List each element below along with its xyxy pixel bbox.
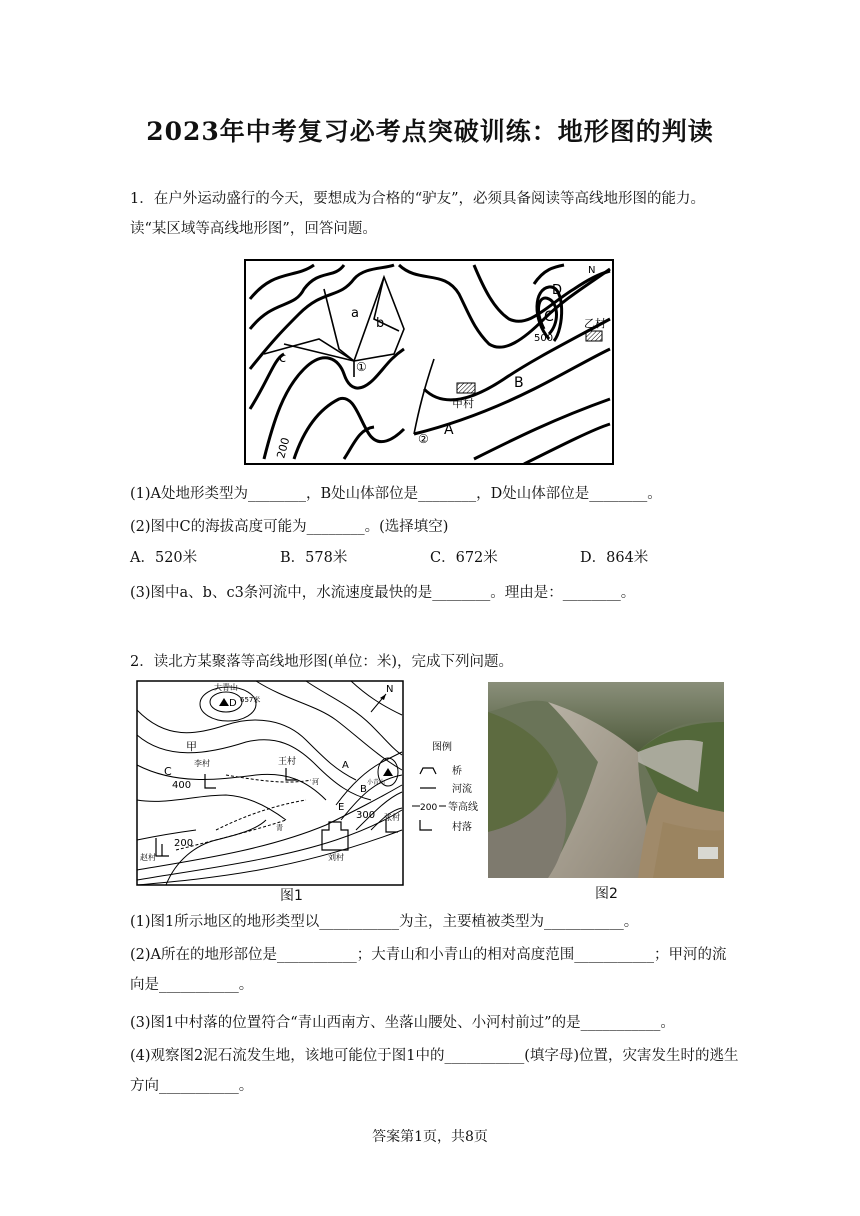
- q1-river-c-label: c: [279, 351, 287, 366]
- q1-option-c: C．672米: [430, 550, 498, 566]
- page-footer: 答案第1页，共8页: [372, 1129, 488, 1145]
- q2-b-label: B: [360, 784, 367, 795]
- legend-title: 图例: [432, 742, 452, 753]
- q2-zhang-label: 张村: [384, 813, 400, 822]
- legend-bridge: 桥: [452, 766, 462, 777]
- q2-200-label: 200: [174, 838, 194, 849]
- q1-option-a: A．520米: [130, 550, 198, 566]
- q2-fig2-debris-flow-photo: [488, 682, 724, 878]
- q2-e-label: E: [338, 802, 345, 813]
- q2-a-label: A: [342, 760, 349, 771]
- q2-zhao-label: 赵村: [140, 853, 156, 862]
- q1-north-label: N: [588, 265, 596, 276]
- q2-peak-d-label: D: [229, 698, 237, 709]
- q2-657-label: 657米: [240, 696, 261, 704]
- page-title: 2023年中考复习必考点突破训练：地形图的判读: [146, 117, 714, 146]
- legend-village: 村落: [452, 822, 472, 833]
- q2-400-label: 400: [172, 780, 192, 791]
- legend-contour: 等高线: [448, 802, 478, 813]
- q1-500-label: 500: [534, 333, 554, 344]
- q1-river-b-label: b: [376, 316, 385, 331]
- q2-jia-label: 甲: [186, 740, 197, 753]
- q2-li-label: 李村: [194, 759, 210, 768]
- legend-river: 河流: [452, 784, 472, 795]
- q1-contour-map: [244, 259, 614, 465]
- q1-stem: 1．在户外运动盛行的今天，要想成为合格的“驴友”，必须具备阅读等高线地形图的能力。读“某区域等高线地形图”，回答问题。: [130, 191, 706, 237]
- q1-sub3: (3)图中a、b、c3条河流中，水流速度最快的是________。理由是：________。: [130, 585, 636, 601]
- q2-sub3: (3)图1中村落的位置符合“青山西南方、坐落山腰处、小河村前过”的是___________。: [130, 1015, 675, 1031]
- q2-300-label: 300: [356, 810, 376, 821]
- q1-d-label: D: [552, 283, 563, 298]
- q1-sub2: (2)图中C的海拔高度可能为________。(选择填空): [130, 519, 449, 535]
- q2-he-label: 河: [312, 778, 319, 786]
- fig2-caption: 图2: [595, 886, 618, 902]
- q2-north-label: N: [386, 684, 394, 695]
- q2-liu-label: 刘村: [328, 853, 344, 862]
- q1-option-d: D．864米: [580, 550, 649, 566]
- q2-sub2: (2)A所在的地形部位是___________；大青山和小青山的相对高度范围___________；甲河的流向是___________。: [130, 947, 727, 993]
- q1-river-a-label: a: [351, 306, 359, 321]
- q1-option-b: B．578米: [280, 550, 348, 566]
- q1-200-label: 200: [274, 436, 293, 460]
- q1-b-label: B: [514, 375, 524, 391]
- q1-peak-c-label: C: [544, 309, 554, 325]
- q2-c-label: C: [164, 765, 172, 778]
- q2-wang-label: 王村: [278, 757, 297, 767]
- q2-xiaoshan-label: 小青山: [367, 779, 386, 786]
- legend-contour-value: 200: [420, 803, 438, 813]
- q2-sub1: (1)图1所示地区的地形类型以___________为主，主要植被类型为___________。: [130, 914, 639, 930]
- q1-yicun-label: 乙村: [584, 317, 606, 330]
- q1-sub1: (1)A处地形类型为________，B处山体部位是________，D处山体部位是________。: [130, 486, 662, 502]
- q2-stem: 2．读北方某聚落等高线地形图(单位：米)，完成下列问题。: [130, 654, 514, 670]
- q2-qing-label: 青: [276, 824, 283, 832]
- q1-circle1-label: ①: [356, 360, 367, 374]
- q1-jiacun-label: 甲村: [452, 397, 474, 410]
- q1-circle2-label: ②: [418, 432, 429, 446]
- q2-fig1-contour-map: [136, 680, 488, 888]
- q2-sub4: (4)观察图2泥石流发生地，该地可能位于图1中的___________(填字母)位置，灾害发生时的逃生方向___________。: [130, 1048, 739, 1094]
- fig1-caption: 图1: [280, 888, 303, 904]
- q2-dashan-label: 大青山: [214, 683, 238, 692]
- q1-a-label: A: [444, 422, 454, 438]
